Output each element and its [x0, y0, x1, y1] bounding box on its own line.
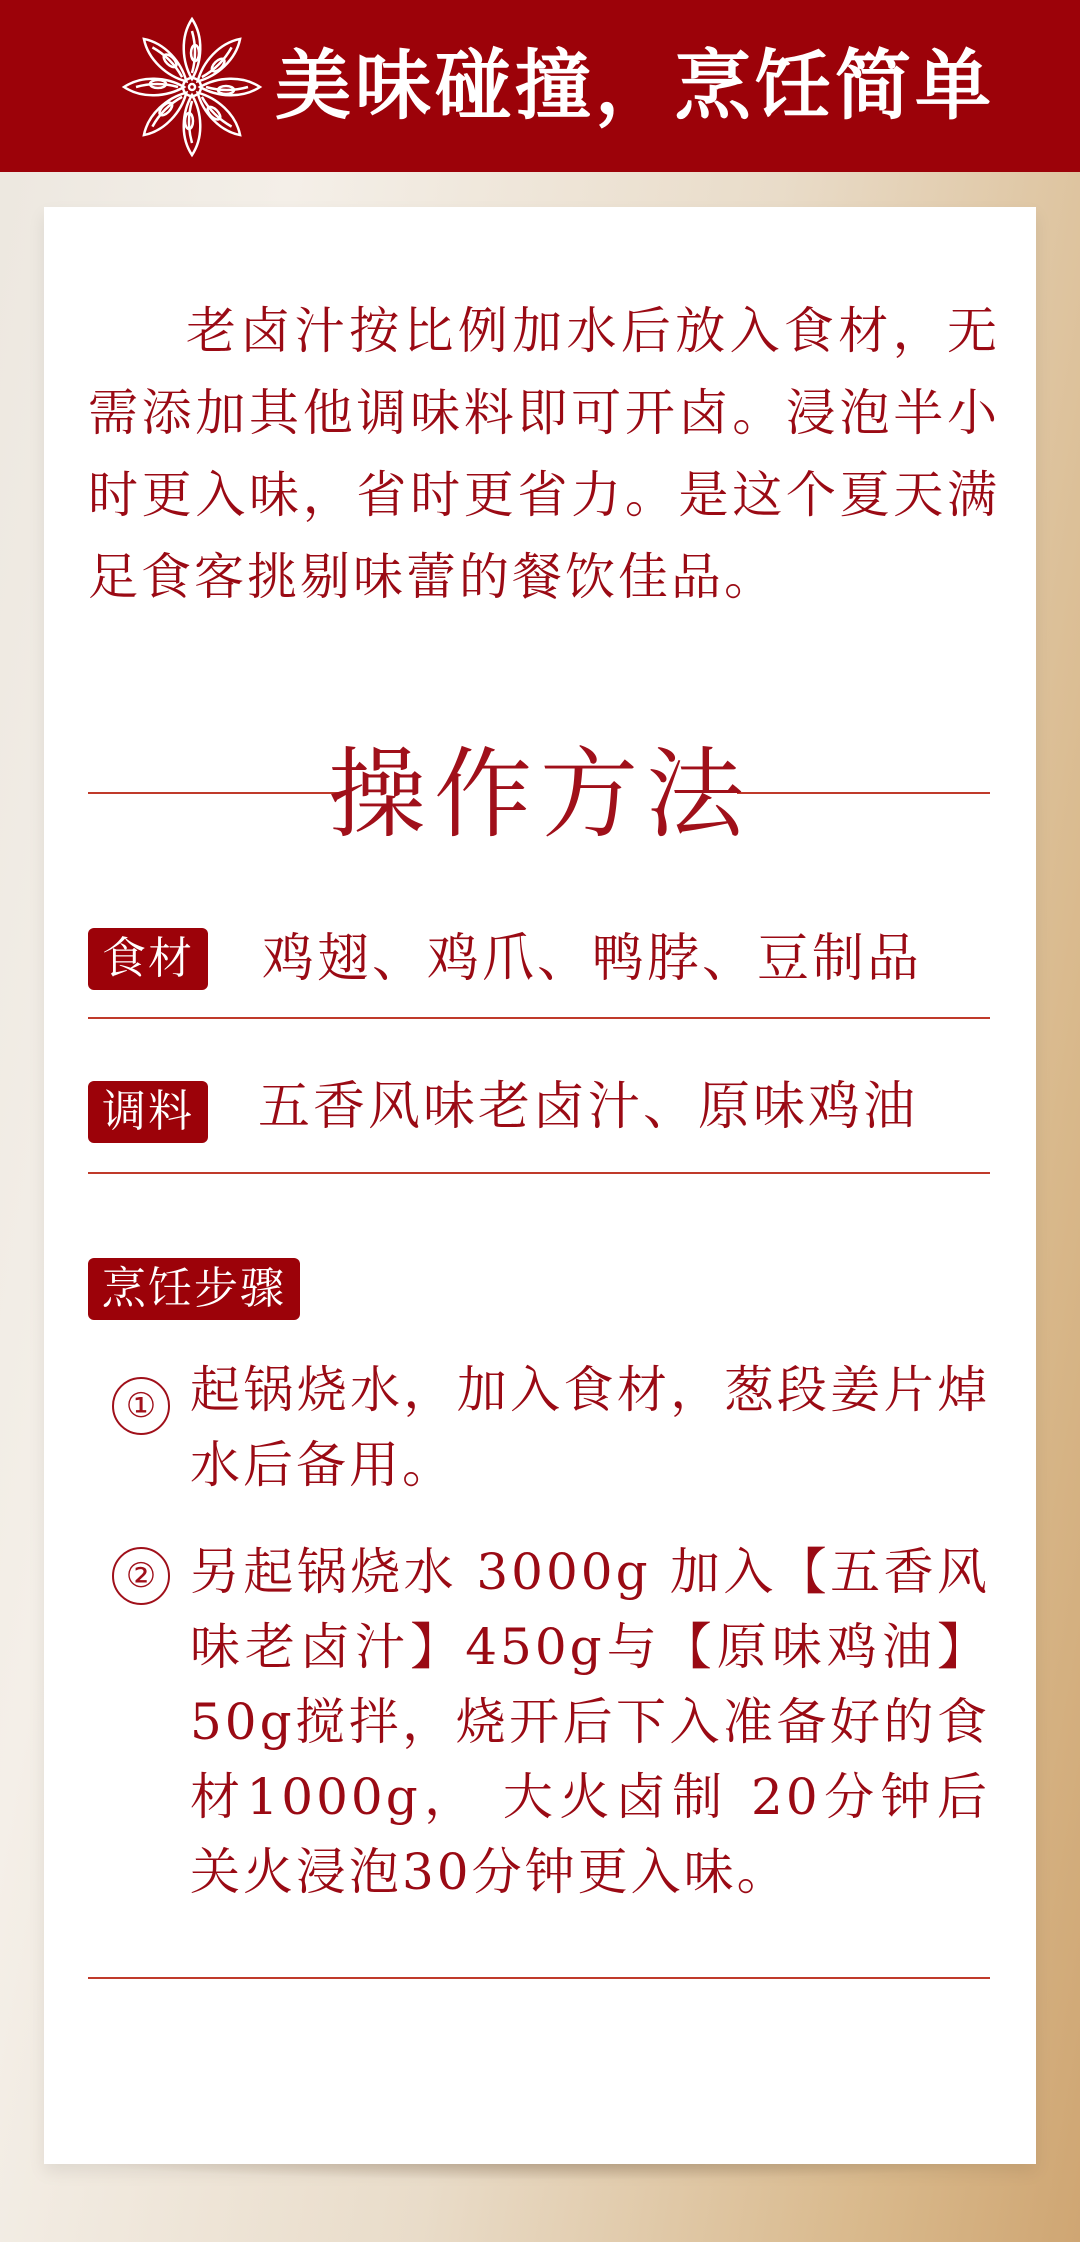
steps-divider [88, 1977, 990, 1979]
method-title: 操作方法 [327, 738, 752, 852]
banner-title: 美味碰撞，烹饪简单 [275, 41, 995, 130]
steps-tag: 烹饪步骤 [88, 1258, 300, 1320]
seasoning-tag: 调料 [88, 1081, 208, 1143]
ingredients-tag: 食材 [88, 928, 208, 990]
step-1-text: 起锅烧水，加入食材，葱段姜片焯水后备用。 [190, 1361, 990, 1494]
header-banner [0, 0, 1080, 172]
ingredients-divider [88, 1017, 990, 1019]
step-2-text: 另起锅烧水 3000g 加入【五香风味老卤汁】450g与【原味鸡油】50g搅拌，烧开后下入准备好的食材1000g， 大火卤制 20分钟后关火浸泡30分钟更入味。 [190, 1543, 990, 1901]
star-anise-icon [112, 12, 272, 162]
step-2-number: ② [112, 1547, 170, 1605]
intro-paragraph: 老卤汁按比例加水后放入食材，无需添加其他调味料即可开卤。浸泡半小时更入味，省时更省力。是这个夏天满足食客挑剔味蕾的餐饮佳品。 [88, 302, 1000, 606]
step-1-number: ① [112, 1377, 170, 1435]
ingredients-text: 鸡翅、鸡爪、鸭脖、豆制品 [262, 929, 923, 989]
seasoning-divider [88, 1172, 990, 1174]
seasoning-text: 五香风味老卤汁、原味鸡油 [258, 1077, 919, 1137]
